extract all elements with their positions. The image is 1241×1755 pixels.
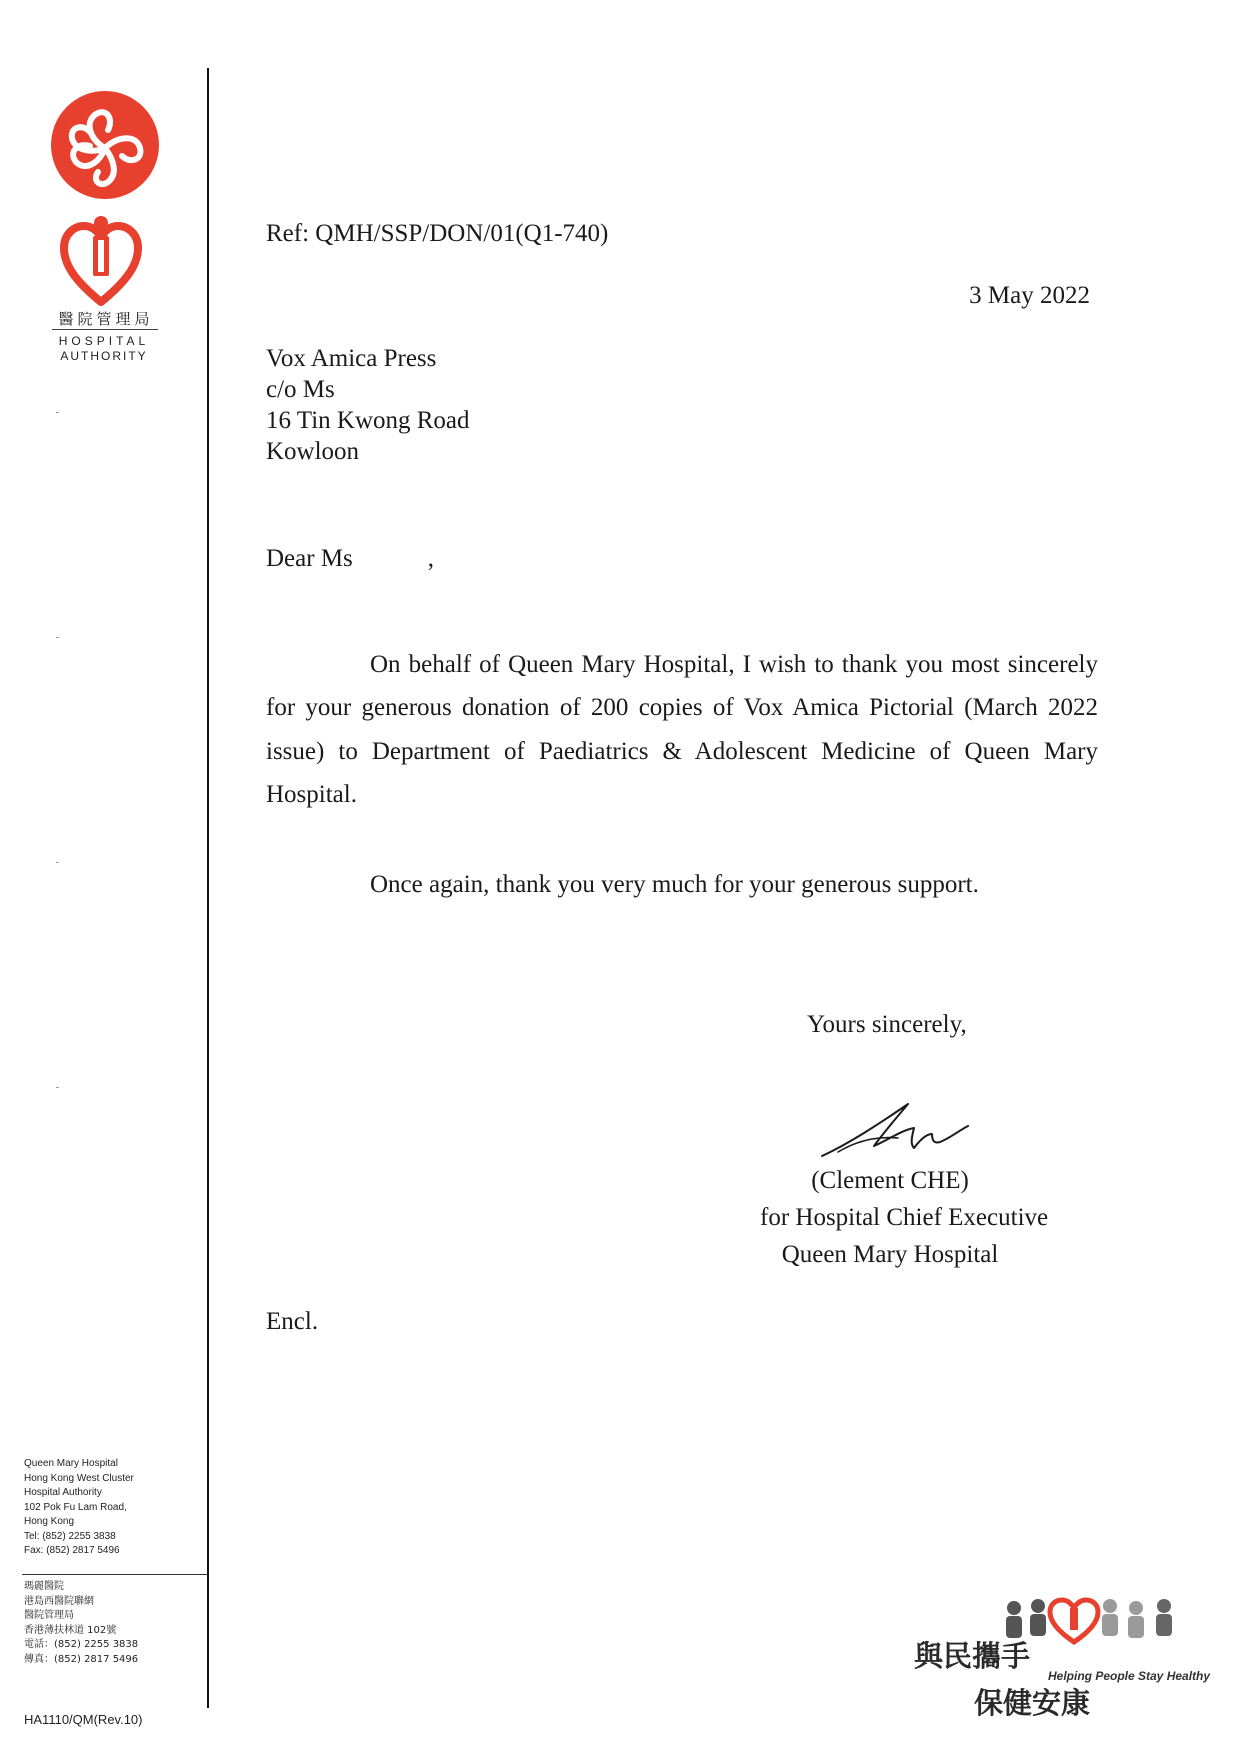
org-chinese-name: 醫院管理局 — [58, 310, 154, 328]
address-line: 瑪麗醫院 — [24, 1581, 64, 1592]
body-paragraph-2: Once again, thank you very much for your generous support. — [370, 871, 979, 898]
address-line: 醫院管理局 — [24, 1610, 74, 1621]
logo-divider — [52, 329, 158, 330]
margin-tick — [56, 412, 59, 413]
hospital-authority-heart-icon — [60, 214, 142, 306]
address-line: 香港薄扶林道 102號 — [24, 1624, 117, 1636]
bauhinia-emblem-icon — [48, 88, 162, 202]
margin-tick — [56, 1087, 59, 1088]
margin-tick — [56, 862, 59, 863]
footer-divider — [22, 1574, 208, 1575]
letter-date: 3 May 2022 — [969, 282, 1090, 309]
closing: Yours sincerely, — [807, 1011, 967, 1038]
reference-number: Ref: QMH/SSP/DON/01(Q1-740) — [266, 220, 609, 247]
recipient-line: c/o Ms — [266, 376, 335, 403]
address-fax: Fax: (852) 2817 5496 — [24, 1545, 120, 1556]
signer-title: for Hospital Chief Executive — [760, 1204, 1049, 1231]
address-line: Hospital Authority — [24, 1487, 102, 1498]
address-line: Queen Mary Hospital — [24, 1458, 118, 1469]
footer-address-chinese — [24, 1580, 138, 1667]
recipient-line: Vox Amica Press — [266, 345, 437, 372]
address-fax: 傳真：(852) 2817 5496 — [24, 1653, 139, 1665]
address-line: 港島西醫院聯網 — [24, 1595, 94, 1607]
body-paragraph-1 — [266, 643, 1098, 816]
signer-name: (Clement CHE) — [811, 1167, 969, 1194]
address-line: 102 Pok Fu Lam Road, — [24, 1501, 127, 1513]
org-english-line1: HOSPITAL — [58, 334, 150, 348]
footer-address-english — [24, 1457, 134, 1559]
address-tel: 電話：(852) 2255 3838 — [24, 1639, 139, 1650]
letterhead-vertical-rule — [207, 68, 209, 1708]
recipient-line: 16 Tin Kwong Road — [266, 407, 470, 434]
signature-block — [760, 1162, 1049, 1273]
body-paragraph-1-text: On behalf of Queen Mary Hospital, I wish to thank you most sincerely for your generous donation of 200 copies of Vox Amica Pictorial (March 2022 issue) to Department of Paediatrics & Adolescent Medicine of Queen Mary Hospital. — [266, 651, 1098, 808]
org-english-line2: AUTHORITY — [60, 349, 148, 363]
handwritten-signature — [818, 1100, 988, 1160]
address-line: Hong Kong West Cluster — [24, 1472, 134, 1484]
signer-organization: Queen Mary Hospital — [781, 1241, 999, 1268]
enclosure-note: Encl. — [266, 1308, 319, 1335]
campaign-chinese-line2: 保健安康 — [974, 1686, 1091, 1720]
recipient-line: Kowloon — [266, 438, 360, 465]
form-code: HA1110/QM(Rev.10) — [24, 1712, 143, 1727]
address-tel: Tel: (852) 2255 3838 — [24, 1530, 116, 1542]
margin-tick — [56, 637, 59, 638]
address-line: Hong Kong — [24, 1516, 75, 1527]
campaign-chinese-line1: 與民攜手 — [914, 1639, 1031, 1673]
salutation: Dear Ms , — [266, 545, 435, 572]
campaign-english-slogan: Helping People Stay Healthy — [1048, 1669, 1211, 1683]
recipient-address — [266, 343, 470, 467]
